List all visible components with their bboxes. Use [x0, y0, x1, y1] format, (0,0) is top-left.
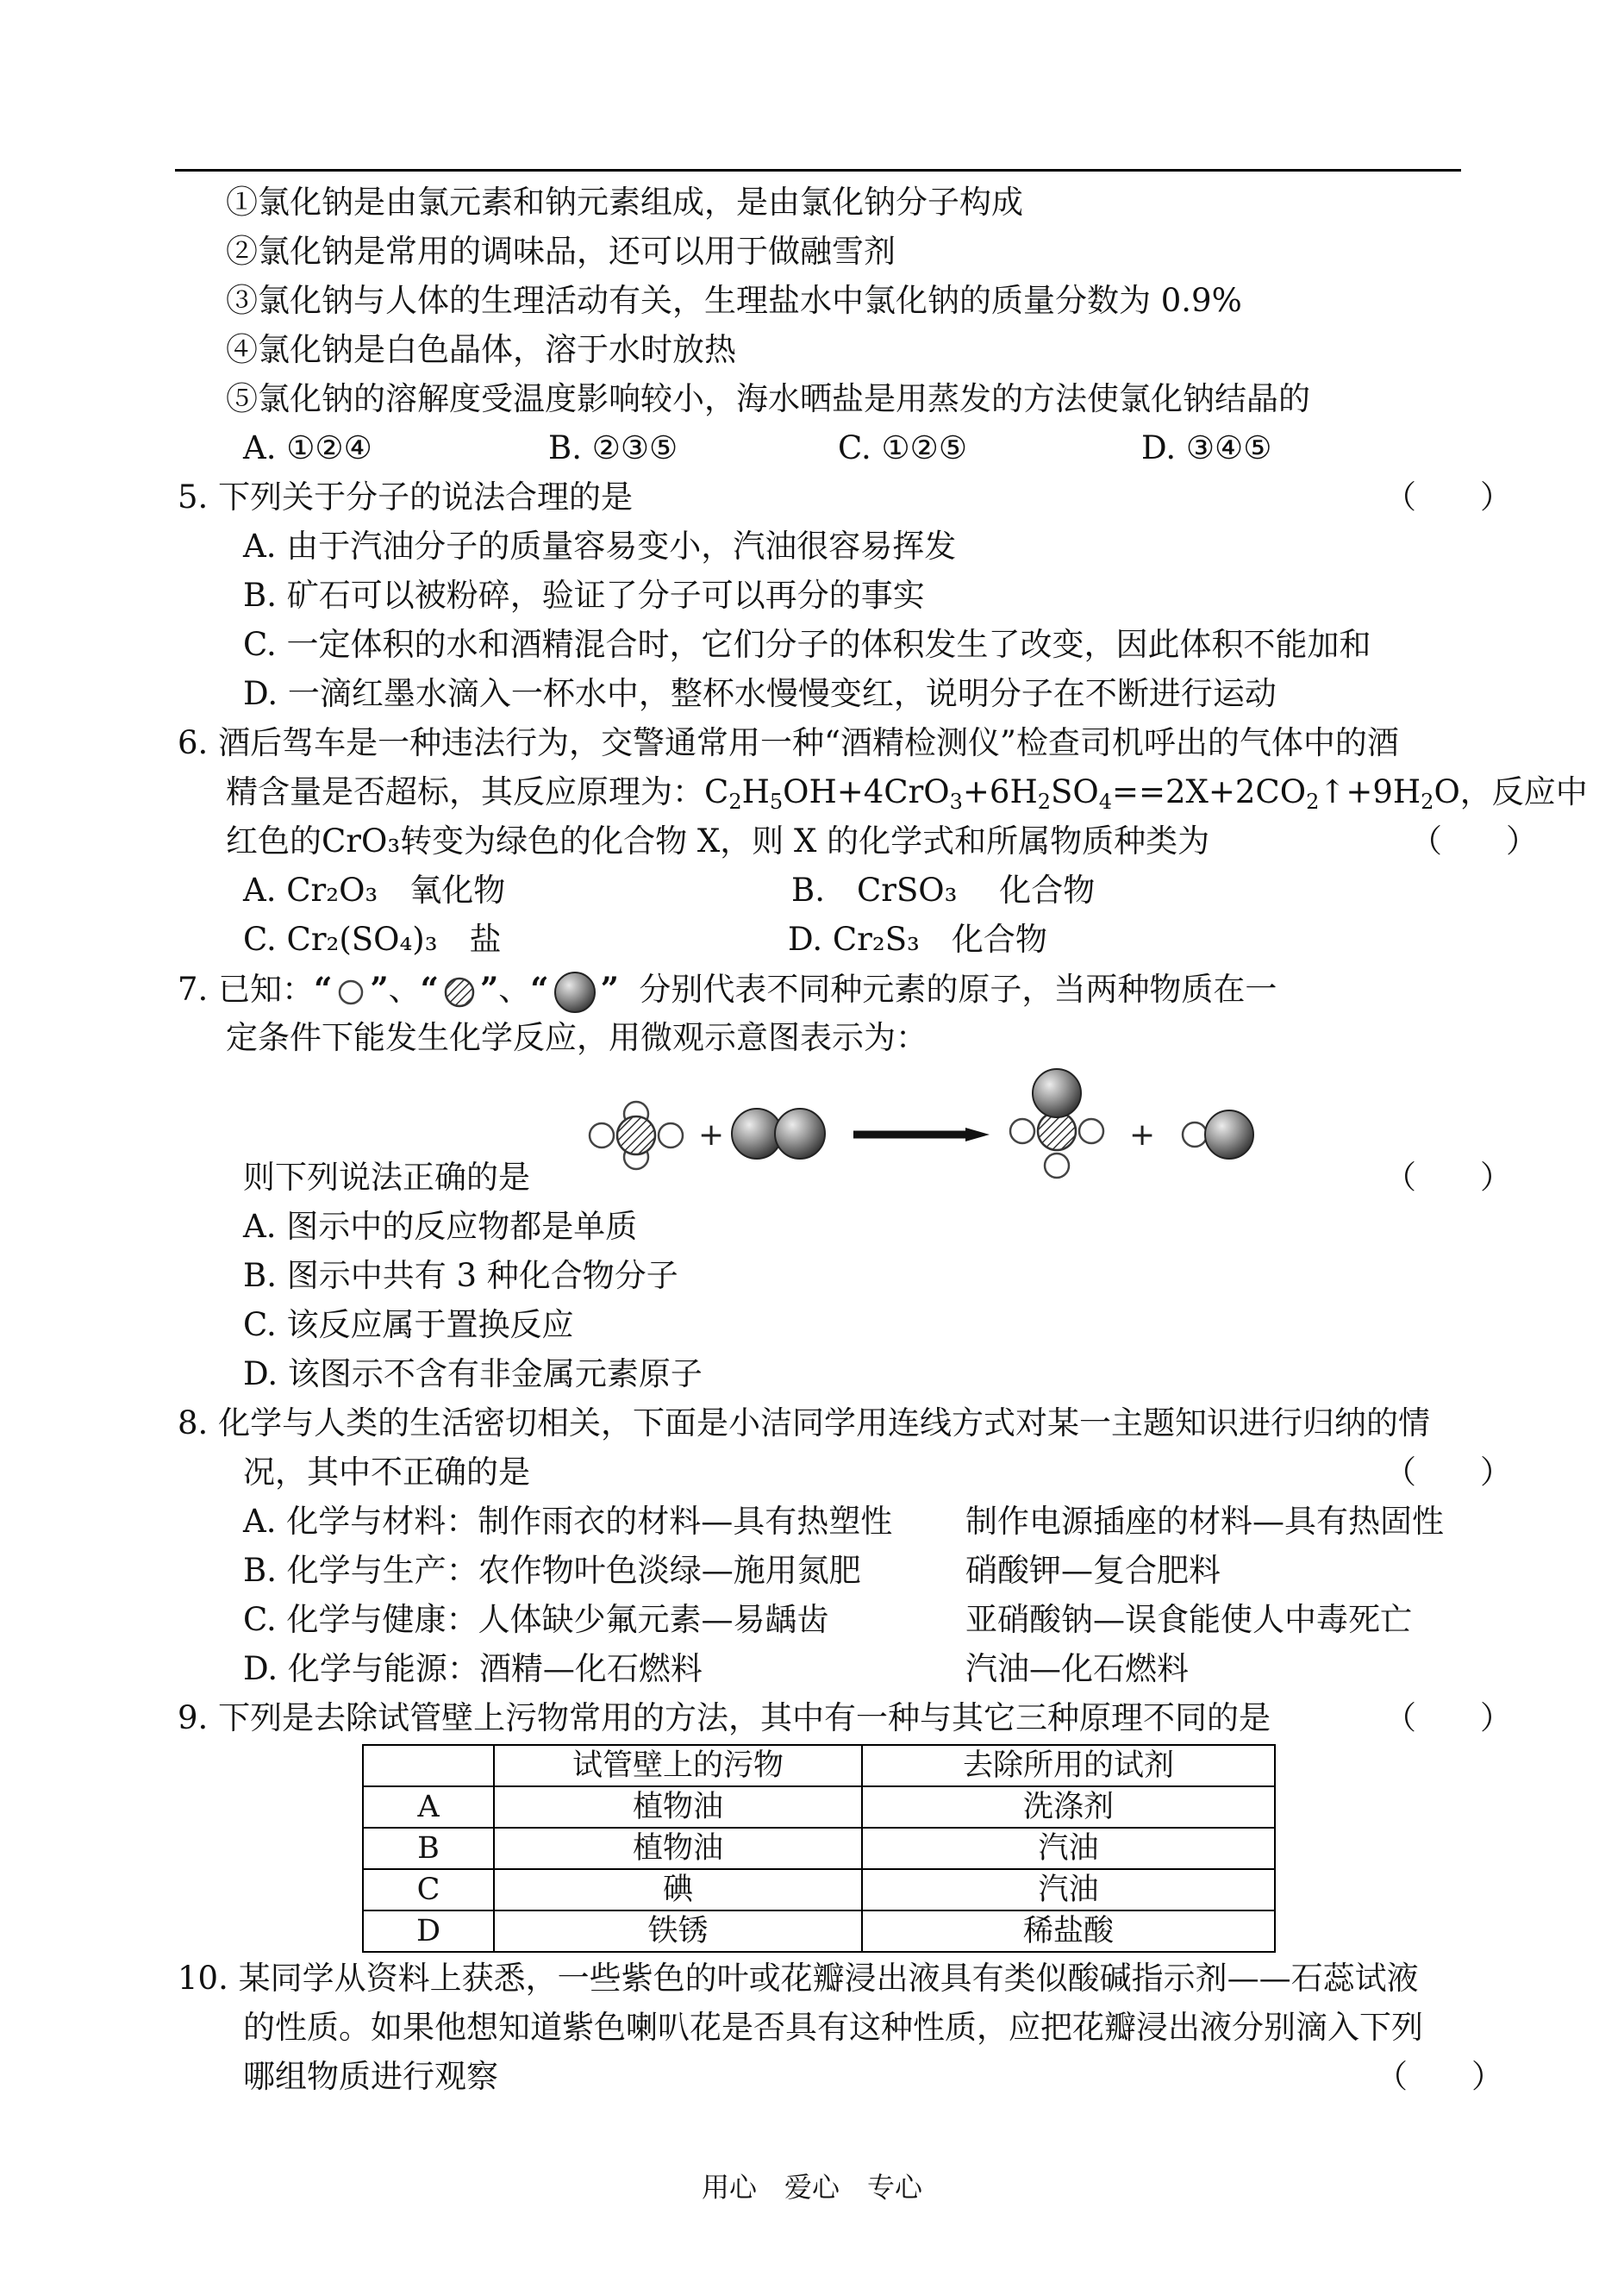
q4-option-a: A. ①②④ — [243, 429, 372, 466]
q7-option-c: C. 该反应属于置换反应 — [243, 1306, 574, 1343]
table-cell: 汽油 — [862, 1828, 1275, 1869]
q7-option-b: B. 图示中共有 3 种化合物分子 — [243, 1257, 678, 1294]
q7-option-d: D. 该图示不含有非金属元素原子 — [243, 1355, 703, 1392]
table-cell: B — [363, 1828, 494, 1869]
table-header-cell: 试管壁上的污物 — [494, 1745, 862, 1786]
table-header-cell: 去除所用的试剂 — [862, 1745, 1275, 1786]
q6-line-2-text: 精含量是否超标，其反应原理为： — [226, 773, 704, 810]
white-atom-icon — [335, 977, 366, 1008]
q9-table — [362, 1744, 1276, 1953]
q4-statement-5: ⑤氯化钠的溶解度受温度影响较小，海水晒盐是用蒸发的方法使氯化钠结晶的 — [226, 380, 1310, 417]
table-header-row — [363, 1745, 1275, 1786]
table-row — [363, 1869, 1275, 1910]
q6-option-a: A. Cr₂O₃ 氧化物 — [243, 872, 506, 909]
product-molecule-1 — [1010, 1069, 1103, 1178]
q10-line-1: 10. 某同学从资料上获悉，一些紫色的叶或花瓣浸出液具有类似酸碱指示剂——石蕊试液 — [178, 1960, 1419, 1997]
plus-sign: + — [1129, 1117, 1156, 1153]
table-row — [363, 1828, 1275, 1869]
table-header-cell — [363, 1745, 494, 1786]
q6-line-2-tail: ，反应中 — [1459, 773, 1588, 810]
reaction-diagram — [578, 1060, 1284, 1181]
q4-statement-1: ①氯化钠是由氯元素和钠元素组成，是由氯化钠分子构成 — [226, 184, 1023, 221]
q4-statement-2: ②氯化钠是常用的调味品，还可以用于做融雪剂 — [226, 233, 896, 270]
q7-line-3: 则下列说法正确的是 — [243, 1159, 530, 1196]
table-row — [363, 1786, 1275, 1828]
q6-option-d: D. Cr₂S₃ 化合物 — [788, 921, 1047, 958]
table-cell: D — [363, 1910, 494, 1952]
q6-option-c: C. Cr₂(SO₄)₃ 盐 — [243, 921, 502, 958]
table-cell: 铁锈 — [494, 1910, 862, 1952]
reaction-arrow — [853, 1128, 990, 1141]
q10-line-2: 的性质。如果他想知道紫色喇叭花是否具有这种性质，应把花瓣浸出液分别滴入下列 — [243, 2009, 1423, 2046]
q6-line-1: 6. 酒后驾车是一种违法行为，交警通常用一种“酒精检测仪”检查司机呼出的气体中的酒 — [178, 724, 1399, 761]
q9-stem: 9. 下列是去除试管壁上污物常用的方法，其中有一种与其它三种原理不同的是 — [178, 1699, 1271, 1736]
q8-option-d-right: 汽油—化石燃料 — [965, 1650, 1189, 1687]
plus-sign: + — [698, 1117, 725, 1153]
q10-line-3: 哪组物质进行观察 — [243, 2058, 498, 2095]
q4-option-d: D. ③④⑤ — [1141, 429, 1272, 466]
gray-atom-icon — [553, 970, 597, 1015]
q4-statement-4: ④氯化钠是白色晶体，溶于水时放热 — [226, 331, 736, 368]
header-rule — [175, 169, 1461, 172]
q4-statement-3: ③氯化钠与人体的生理活动有关，生理盐水中氯化钠的质量分数为 0.9% — [226, 282, 1242, 319]
q5-stem: 5. 下列关于分子的说法合理的是 — [178, 478, 634, 516]
product-molecule-2 — [1183, 1110, 1253, 1159]
table-cell: 洗涤剂 — [862, 1786, 1275, 1828]
q4-option-c: C. ①②⑤ — [838, 429, 968, 466]
q8-line-1: 8. 化学与人类的生活密切相关，下面是小洁同学用连线方式对某一主题知识进行归纳的情 — [178, 1404, 1431, 1441]
q6-line-2 — [226, 771, 1588, 814]
q7-line-1-text: 7. 已知： — [178, 971, 315, 1008]
q7-line-2: 定条件下能发生化学反应，用微观示意图表示为： — [226, 1019, 928, 1056]
table-row — [363, 1910, 1275, 1952]
table-cell: C — [363, 1869, 494, 1910]
q5-option-b: B. 矿石可以被粉碎，验证了分子可以再分的事实 — [243, 577, 925, 614]
reactant-molecule-1 — [590, 1102, 683, 1169]
q4-option-b: B. ②③⑤ — [548, 429, 678, 466]
q10-answer-bracket: （ ） — [1376, 2058, 1503, 2095]
reaction-equation: $C_2H_5OH+4CrO_3+6H_2SO_4==2X+2CO_2↑+9H_2O$ — [704, 773, 1460, 814]
q8-option-b: B. 化学与生产：农作物叶色淡绿—施用氮肥 — [243, 1552, 861, 1589]
q7-answer-bracket: （ ） — [1384, 1159, 1512, 1196]
q5-option-d: D. 一滴红墨水滴入一杯水中，整杯水慢慢变红，说明分子在不断进行运动 — [243, 675, 1277, 712]
q7-option-a: A. 图示中的反应物都是单质 — [243, 1208, 638, 1245]
q5-answer-bracket: （ ） — [1384, 478, 1512, 516]
q8-option-c-right: 亚硝酸钠—误食能使人中毒死亡 — [965, 1601, 1412, 1638]
q6-line-3: 红色的CrO₃转变为绿色的化合物 X，则 X 的化学式和所属物质种类为 — [226, 822, 1210, 860]
reactant-molecule-2 — [732, 1109, 825, 1159]
q8-option-a: A. 化学与材料：制作雨衣的材料—具有热塑性 — [243, 1503, 893, 1540]
table-cell: 稀盐酸 — [862, 1910, 1275, 1952]
table-cell: A — [363, 1786, 494, 1828]
page-footer: 用心 爱心 专心 — [701, 2171, 922, 2204]
table-cell: 汽油 — [862, 1869, 1275, 1910]
q7-line-1: 7. 已知：“ ”、“ ”、“ ” 分别代表不同种元素的原子，当两种物质在一 — [178, 967, 1277, 1010]
q6-answer-bracket: （ ） — [1410, 822, 1538, 860]
q8-option-d: D. 化学与能源：酒精—化石燃料 — [243, 1650, 703, 1687]
q8-option-c: C. 化学与健康：人体缺少氟元素—易龋齿 — [243, 1601, 829, 1638]
q8-option-a-right: 制作电源插座的材料—具有热固性 — [965, 1503, 1444, 1540]
q9-answer-bracket: （ ） — [1384, 1699, 1512, 1736]
table-cell: 植物油 — [494, 1828, 862, 1869]
table-cell: 植物油 — [494, 1786, 862, 1828]
q6-option-b: B. CrSO₃ 化合物 — [791, 872, 1096, 909]
q5-option-a: A. 由于汽油分子的质量容易变小，汽油很容易挥发 — [243, 528, 957, 565]
q7-line-1-tail: 分别代表不同种元素的原子，当两种物质在一 — [639, 971, 1277, 1008]
q8-line-2: 况，其中不正确的是 — [243, 1454, 530, 1491]
hatched-atom-icon — [442, 975, 477, 1010]
q5-option-c: C. 一定体积的水和酒精混合时，它们分子的体积发生了改变，因此体积不能加和 — [243, 626, 1371, 663]
table-cell: 碘 — [494, 1869, 862, 1910]
q8-answer-bracket: （ ） — [1384, 1454, 1512, 1491]
q8-option-b-right: 硝酸钾—复合肥料 — [965, 1552, 1221, 1589]
